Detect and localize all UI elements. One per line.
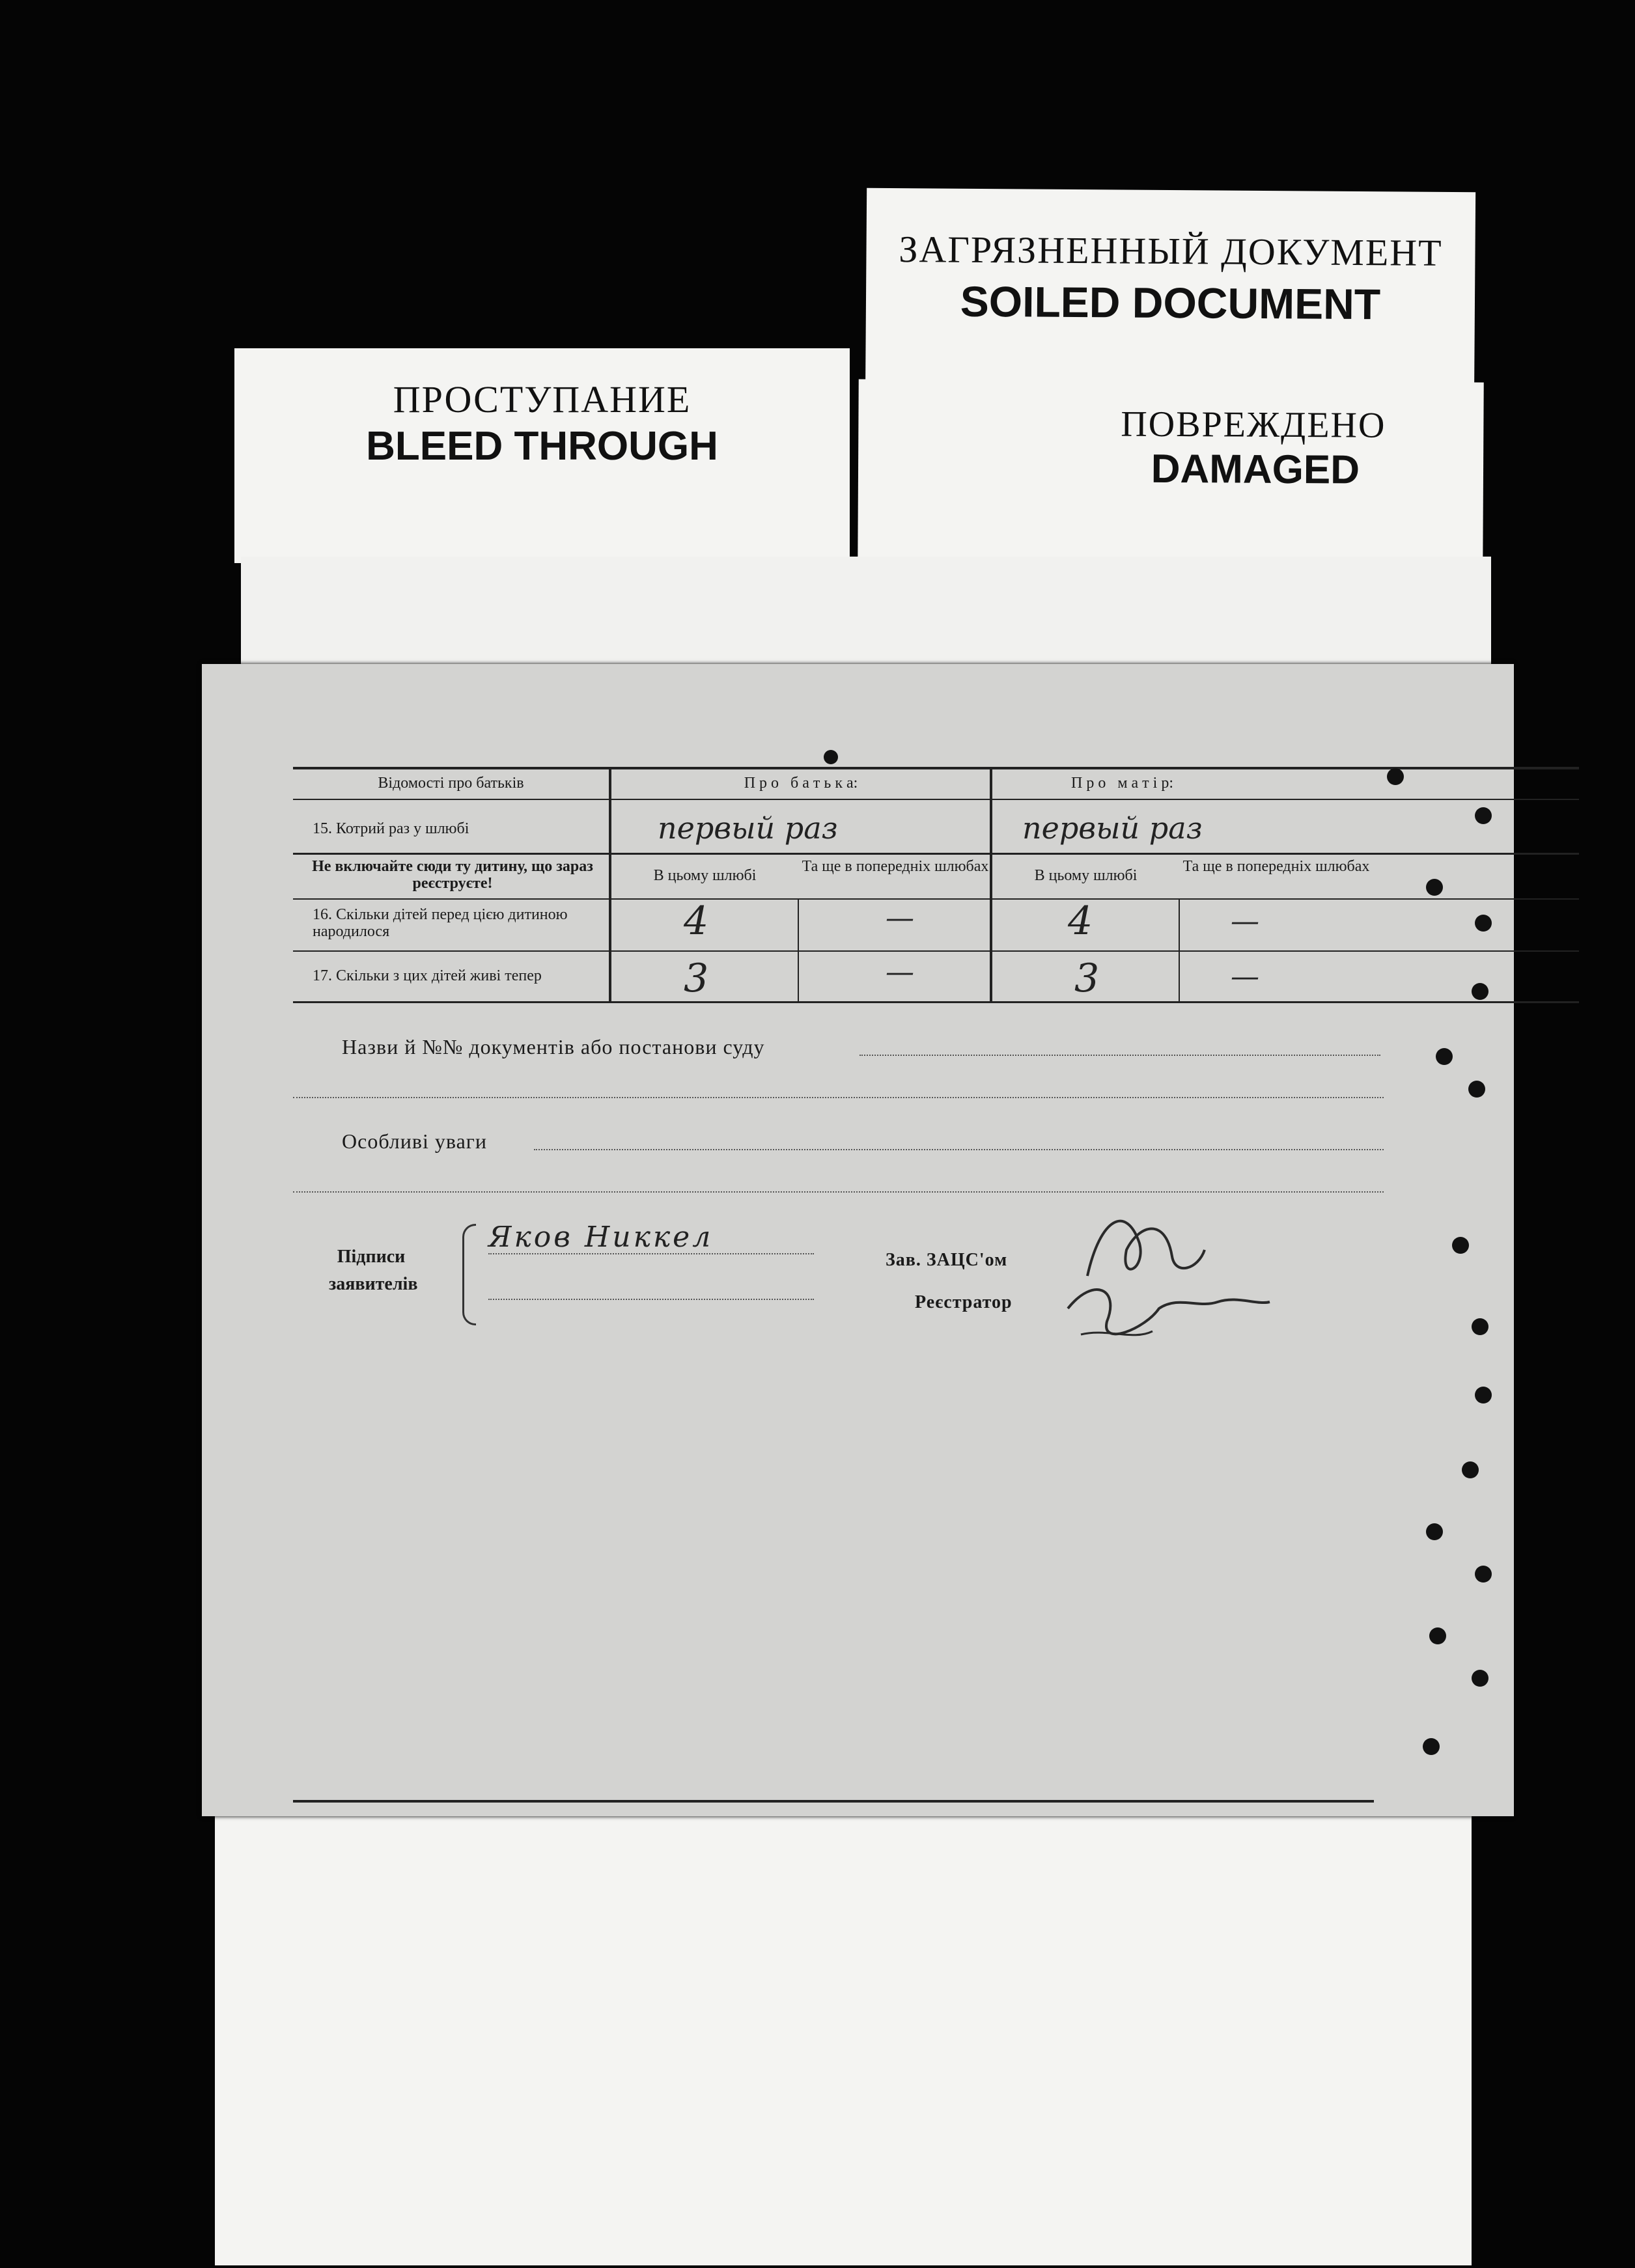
official-signatures (1048, 1178, 1283, 1374)
table-vline (798, 898, 799, 1003)
binding-hole (1475, 1387, 1492, 1404)
row16-mother-this: 4 (1068, 898, 1093, 944)
binding-hole (1429, 1627, 1446, 1644)
damaged-label-ru: ПОВРЕЖДЕНО (1121, 404, 1386, 446)
col-this-marriage-father: В цьому шлюбі (653, 867, 757, 884)
damaged-label-en: DAMAGED (1151, 446, 1360, 493)
applicant-signatures-label: Підписи заявителів (329, 1247, 418, 1294)
table-vline (990, 767, 992, 1003)
col-this-marriage-mother: В цьому шлюбі (1034, 867, 1138, 884)
soiled-label-ru: ЗАГРЯЗНЕННЫЙ ДОКУМЕНТ (899, 228, 1443, 274)
head-zags-label: Зав. ЗАЦС'ом (886, 1250, 1008, 1270)
binding-hole (1436, 1048, 1453, 1065)
special-notes-label: Особливі уваги (342, 1129, 488, 1153)
header-father: П р о б а т ь к а: (744, 775, 858, 792)
binding-hole (1462, 1461, 1479, 1478)
binding-hole (1472, 1670, 1488, 1687)
binding-hole (1475, 807, 1492, 824)
documents-field-line-2 (293, 1097, 1384, 1098)
blank-bottom-sheet (215, 1758, 1472, 2265)
damaged-slip (858, 379, 1483, 568)
binding-hole (1426, 1523, 1443, 1540)
row17-mother-prev: — (1231, 960, 1259, 993)
table-line (293, 853, 1579, 855)
row15-label: 15. Котрий раз у шлюбі (313, 820, 469, 837)
row16-mother-prev: — (1231, 905, 1259, 938)
notes-field-line (534, 1149, 1384, 1150)
row17-father-prev: — (886, 956, 914, 989)
header-parents-info: Відомості про батьків (378, 775, 524, 792)
table-vline (1179, 898, 1180, 1003)
row15-father-value: первый раз (658, 810, 838, 846)
bleed-label-ru: ПРОСТУПАНИЕ (393, 378, 692, 421)
registrar-label: Реєстратор (915, 1292, 1013, 1312)
binding-hole (1426, 879, 1443, 896)
table-line (293, 950, 1579, 952)
binding-hole (1475, 1566, 1492, 1583)
binding-hole (1423, 1738, 1440, 1755)
col-prev-marriages-father: Та ще в попередніх шлюбах (802, 858, 989, 875)
row15-mother-value: первый раз (1022, 810, 1203, 846)
binding-hole (1472, 983, 1488, 1000)
table-top-rule (293, 767, 1579, 769)
exclude-child-note: Не включайте сюди ту дитину, що зараз реєструєте! (312, 858, 593, 892)
binding-hole (1472, 1318, 1488, 1335)
documents-label: Назви й №№ документів або постанови суду (342, 1035, 765, 1058)
table-vline (609, 767, 611, 1003)
soiled-label-en: SOILED DOCUMENT (960, 277, 1381, 329)
table-line (293, 898, 1579, 900)
signature-line-2 (488, 1299, 814, 1300)
table-line (293, 799, 1579, 800)
applicant-signature: Яков Никкел (488, 1221, 714, 1254)
col-prev-marriages-mother: Та ще в попередніх шлюбах (1182, 858, 1370, 875)
bottom-rule (293, 1800, 1374, 1803)
binding-hole (1468, 1081, 1485, 1098)
documents-field-line (859, 1055, 1380, 1056)
row17-father-this: 3 (684, 956, 709, 1001)
binding-hole (1475, 915, 1492, 932)
row17-label: 17. Скільки з цих дітей живі тепер (313, 967, 542, 984)
bleed-through-slip (234, 348, 850, 563)
bleed-label-en: BLEED THROUGH (366, 424, 718, 469)
row16-father-prev: — (886, 902, 914, 935)
header-mother: П р о м а т і р: (1071, 775, 1173, 792)
row16-father-this: 4 (684, 898, 709, 944)
binding-hole (1387, 768, 1404, 785)
signature-line-1 (488, 1253, 814, 1254)
row16-label: 16. Скільки дітей перед цією дитиною народилося (313, 906, 568, 940)
registration-form-page (202, 664, 1514, 1816)
ink-blot (824, 750, 838, 764)
row17-mother-this: 3 (1074, 956, 1100, 1001)
table-line (293, 1001, 1579, 1003)
binding-hole (1452, 1237, 1469, 1254)
signature-brace (462, 1224, 476, 1325)
